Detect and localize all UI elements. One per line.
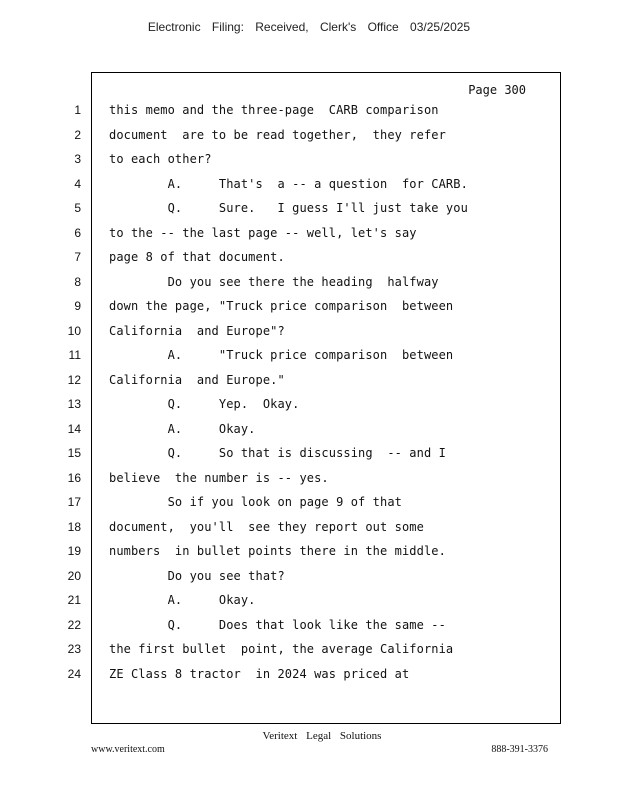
line-text: California and Europe"? [109,323,285,338]
line-text: down the page, "Truck price comparison between [109,299,454,313]
footer-company: Veritext Legal Solutions [262,730,382,742]
line-text: Q. So that is discussing -- and I [109,446,446,460]
line-text: document, you'll see they report out some [109,519,424,534]
line-text: page 8 of that document. [109,250,285,264]
transcript-line [0,368,618,392]
line-number: 11 [68,348,81,362]
line-text: Q. Yep. Okay. [109,397,300,411]
line-number: 7 [74,250,81,264]
transcript-line [0,515,618,539]
line-text: So if you look on page 9 of that [109,495,402,509]
line-text: A. "Truck price comparison between [109,348,454,362]
transcript-line [0,245,618,269]
line-text: to the -- the last page -- well, let's say [109,225,417,240]
transcript-line [0,172,618,196]
line-number: 12 [67,372,81,387]
line-text: A. Okay. [109,421,256,436]
line-text: numbers in bullet points there in the middle. [109,544,446,558]
line-number: 6 [74,225,81,240]
transcript-line [0,392,618,416]
line-number: 16 [67,470,81,485]
line-text: document are to be read together, they refer [109,127,446,142]
line-text: A. That's a -- a question for CARB. [109,176,468,191]
transcript-line [0,441,618,465]
line-number: 18 [67,519,81,534]
line-number: 14 [67,421,81,436]
line-number: 19 [67,544,81,558]
line-text: A. Okay. [109,593,256,607]
page-number: Page 300 [468,83,526,97]
line-number: 21 [67,593,81,607]
line-number: 13 [67,397,81,411]
transcript-line [0,147,618,171]
transcript-line [0,564,618,588]
line-number: 17 [67,495,81,509]
line-number: 8 [74,274,81,289]
transcript-line [0,98,618,122]
transcript-line [0,637,618,661]
line-text: this memo and the three-page CARB comparison [109,103,439,117]
transcript-line [0,466,618,490]
line-number: 22 [67,617,81,632]
transcript-line [0,319,618,343]
line-text: believe the number is -- yes. [109,470,329,485]
line-text: the first bullet point, the average California [109,642,454,656]
transcript-line [0,343,618,367]
footer-phone: 888-391-3376 [491,744,548,755]
transcript-line [0,123,618,147]
transcript-line [0,588,618,612]
transcript-line [0,270,618,294]
line-number: 5 [74,201,81,215]
transcript-line [0,196,618,220]
line-text: California and Europe." [109,372,285,387]
transcript-line [0,221,618,245]
line-number: 15 [67,446,81,460]
line-number: 23 [67,642,81,656]
line-number: 10 [67,323,81,338]
line-number: 2 [74,127,81,142]
transcript-line [0,417,618,441]
transcript-line [0,490,618,514]
line-number: 3 [74,152,81,166]
transcript-line [0,539,618,563]
line-text: Q. Sure. I guess I'll just take you [109,201,468,215]
filing-header: Electronic Filing: Received, Clerk's Office 03/25/2025 [147,20,471,34]
line-text: Q. Does that look like the same -- [109,617,446,632]
line-number: 24 [67,666,81,681]
transcript-line [0,294,618,318]
line-text: Do you see that? [109,568,285,583]
line-text: to each other? [109,152,212,166]
line-number: 4 [74,176,81,191]
line-text: Do you see there the heading halfway [109,274,439,289]
transcript-line [0,613,618,637]
line-text: ZE Class 8 tractor in 2024 was priced at [109,666,410,681]
footer-website: www.veritext.com [91,744,165,755]
line-number: 9 [74,299,81,313]
line-number: 20 [67,568,81,583]
line-number: 1 [74,103,81,117]
transcript-line [0,662,618,686]
